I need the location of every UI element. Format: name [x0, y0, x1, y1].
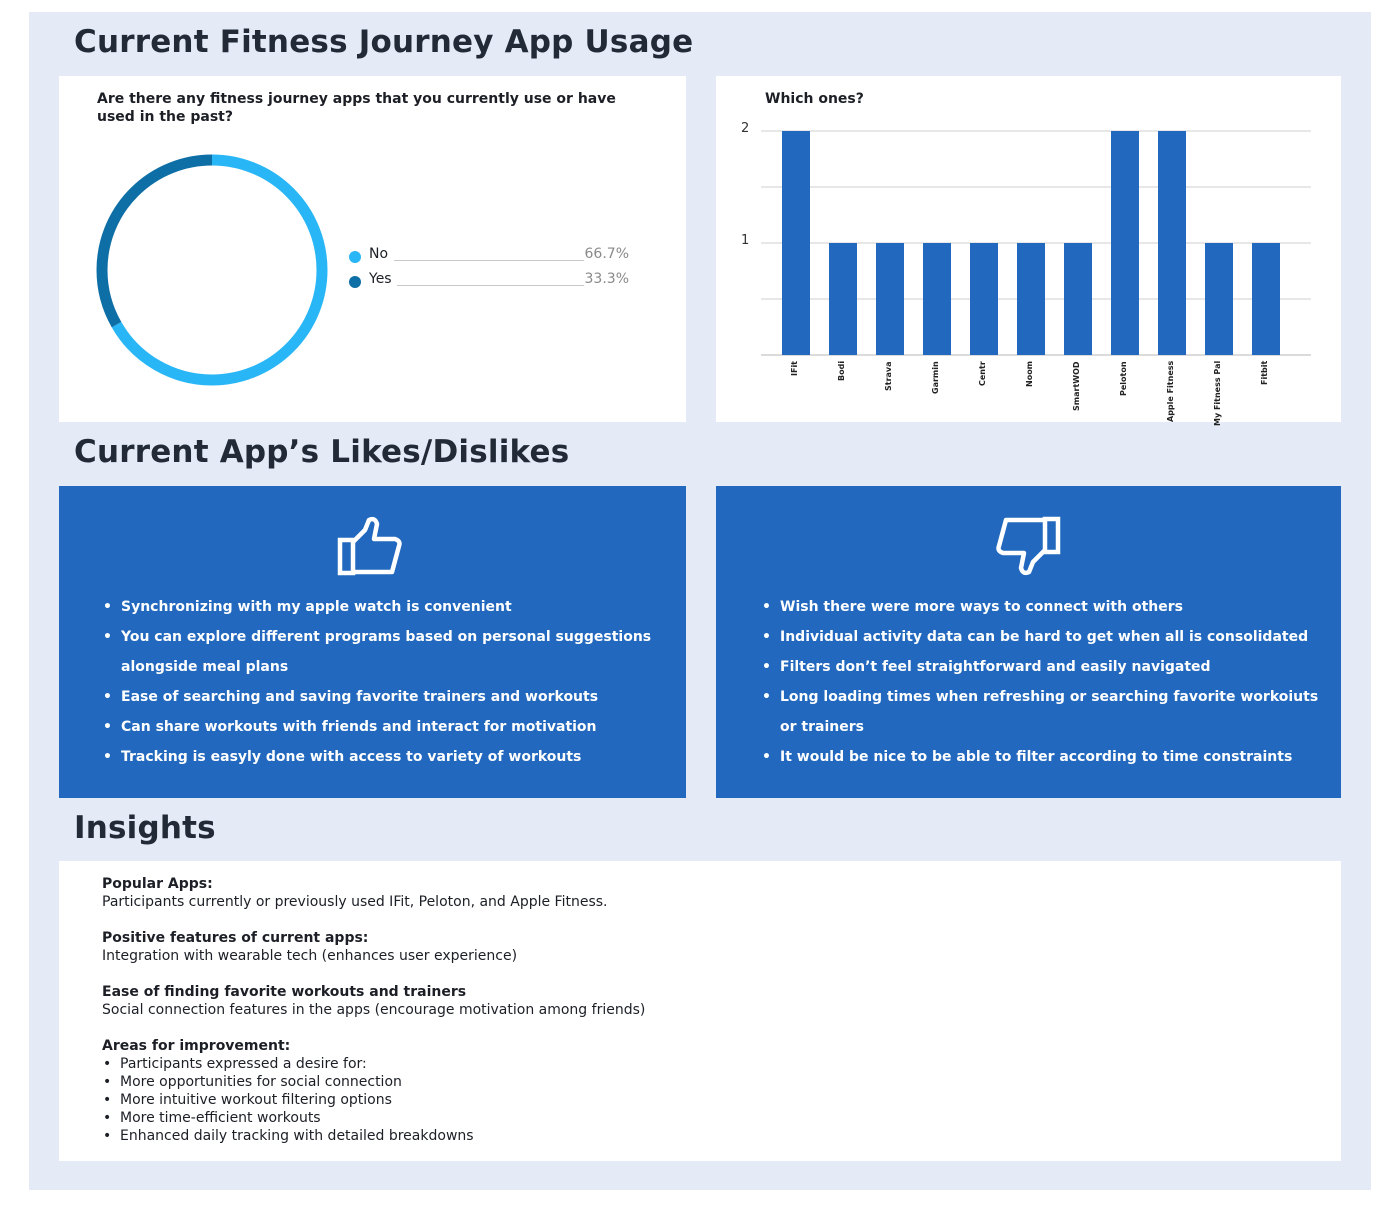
- bar-garmin: [923, 243, 951, 355]
- insight-ease: [102, 983, 645, 1019]
- bar-bodi: [829, 243, 857, 355]
- x-tick-label: IFit: [790, 360, 799, 376]
- bar-chart-card: [716, 76, 1341, 426]
- legend-label-no: No: [369, 246, 389, 262]
- like-item: • Ease of searching and saving favorite trainers and workouts: [101, 682, 661, 712]
- x-tick-label: Bodi: [837, 360, 846, 381]
- bar-strava: [876, 243, 904, 355]
- x-tick-label: Strava: [884, 361, 893, 391]
- improvement-list: [102, 1055, 474, 1145]
- legend-item-yes: [349, 271, 629, 293]
- legend-value-no: 66.7%: [584, 246, 629, 262]
- insight-ease-heading: Ease of finding favorite workouts and trainers: [102, 984, 467, 1000]
- legend-dot-no: [349, 251, 361, 263]
- bar-chart-title: Which ones?: [765, 91, 864, 107]
- like-item: • Tracking is easyly done with access to variety of workouts: [101, 742, 661, 772]
- x-tick-label: My Fitness Pal: [1213, 360, 1222, 426]
- dislike-item: • Wish there were more ways to connect with others: [760, 592, 1330, 622]
- thumbs-down-icon: [995, 515, 1061, 577]
- like-item: • Synchronizing with my apple watch is convenient: [101, 592, 661, 622]
- dislike-item: • It would be nice to be able to filter according to time constraints: [760, 742, 1330, 772]
- bar-my-fitness-pal: [1205, 243, 1233, 355]
- y-tick-label: 1: [741, 233, 750, 248]
- dislikes-card: [716, 486, 1341, 798]
- likes-section-title: Current App’s Likes/Dislikes: [74, 434, 570, 470]
- improvement-item: • More intuitive workout filtering options: [102, 1091, 474, 1109]
- donut-chart: [82, 140, 342, 400]
- usage-section-title: Current Fitness Journey App Usage: [74, 24, 694, 60]
- likes-list: [101, 592, 661, 772]
- insight-improvement-heading: Areas for improvement:: [102, 1038, 291, 1054]
- insights-section-title: Insights: [74, 810, 216, 846]
- legend-leader-line: [397, 285, 584, 286]
- x-tick-label: Fitbit: [1260, 360, 1269, 385]
- dislike-item: • Individual activity data can be hard to get when all is consolidated: [760, 622, 1330, 652]
- like-item: • Can share workouts with friends and interact for motivation: [101, 712, 661, 742]
- improvement-item: • More opportunities for social connection: [102, 1073, 474, 1091]
- bar-chart: [716, 76, 1341, 426]
- bar-fitbit: [1252, 243, 1280, 355]
- x-tick-label: Peloton: [1119, 361, 1128, 396]
- x-tick-label: Centr: [978, 361, 987, 386]
- bar-peloton: [1111, 131, 1139, 355]
- bar-noom: [1017, 243, 1045, 355]
- dislike-item: • Filters don’t feel straightforward and easily navigated: [760, 652, 1330, 682]
- thumbs-up-icon: [337, 515, 403, 577]
- insight-popular-heading: Popular Apps:: [102, 876, 213, 892]
- bar-smartwod: [1064, 243, 1092, 355]
- legend-dot-yes: [349, 276, 361, 288]
- improvement-item: • Enhanced daily tracking with detailed breakdowns: [102, 1127, 474, 1145]
- dashboard-board: [29, 12, 1371, 1190]
- insight-positive: [102, 929, 517, 965]
- legend-item-no: [349, 246, 629, 268]
- like-item: • You can explore different programs based on personal suggestions alongside meal plans: [101, 622, 661, 682]
- insight-improvement: [102, 1037, 474, 1145]
- x-tick-label: Apple Fitness: [1166, 360, 1175, 422]
- insight-ease-text: Social connection features in the apps (encourage motivation among friends): [102, 1002, 646, 1018]
- legend-leader-line: [394, 260, 584, 261]
- x-tick-label: Garmin: [931, 361, 940, 394]
- dislike-item: • Long loading times when refreshing or searching favorite workoiuts or trainers: [760, 682, 1330, 742]
- y-tick-label: 2: [741, 121, 750, 136]
- bar-apple-fitness: [1158, 131, 1186, 355]
- legend-label-yes: Yes: [369, 271, 392, 287]
- insights-card: [59, 861, 1341, 1161]
- donut-question: Are there any fitness journey apps that you currently use or have used in the past?: [97, 91, 616, 125]
- bar-centr: [970, 243, 998, 355]
- insight-popular-text: Participants currently or previously used IFit, Peloton, and Apple Fitness.: [102, 894, 608, 910]
- improvement-item: • Participants expressed a desire for:: [102, 1055, 474, 1073]
- insight-positive-heading: Positive features of current apps:: [102, 930, 369, 946]
- x-tick-label: Noom: [1025, 360, 1034, 387]
- donut-card: [59, 76, 686, 422]
- likes-card: [59, 486, 686, 798]
- insight-popular: [102, 875, 608, 911]
- dislikes-list: [760, 592, 1330, 772]
- improvement-item: • More time-efficient workouts: [102, 1109, 474, 1127]
- legend-value-yes: 33.3%: [584, 271, 629, 287]
- insight-positive-text: Integration with wearable tech (enhances user experience): [102, 948, 518, 964]
- x-tick-label: SmartWOD: [1072, 361, 1081, 411]
- bar-ifit: [782, 131, 810, 355]
